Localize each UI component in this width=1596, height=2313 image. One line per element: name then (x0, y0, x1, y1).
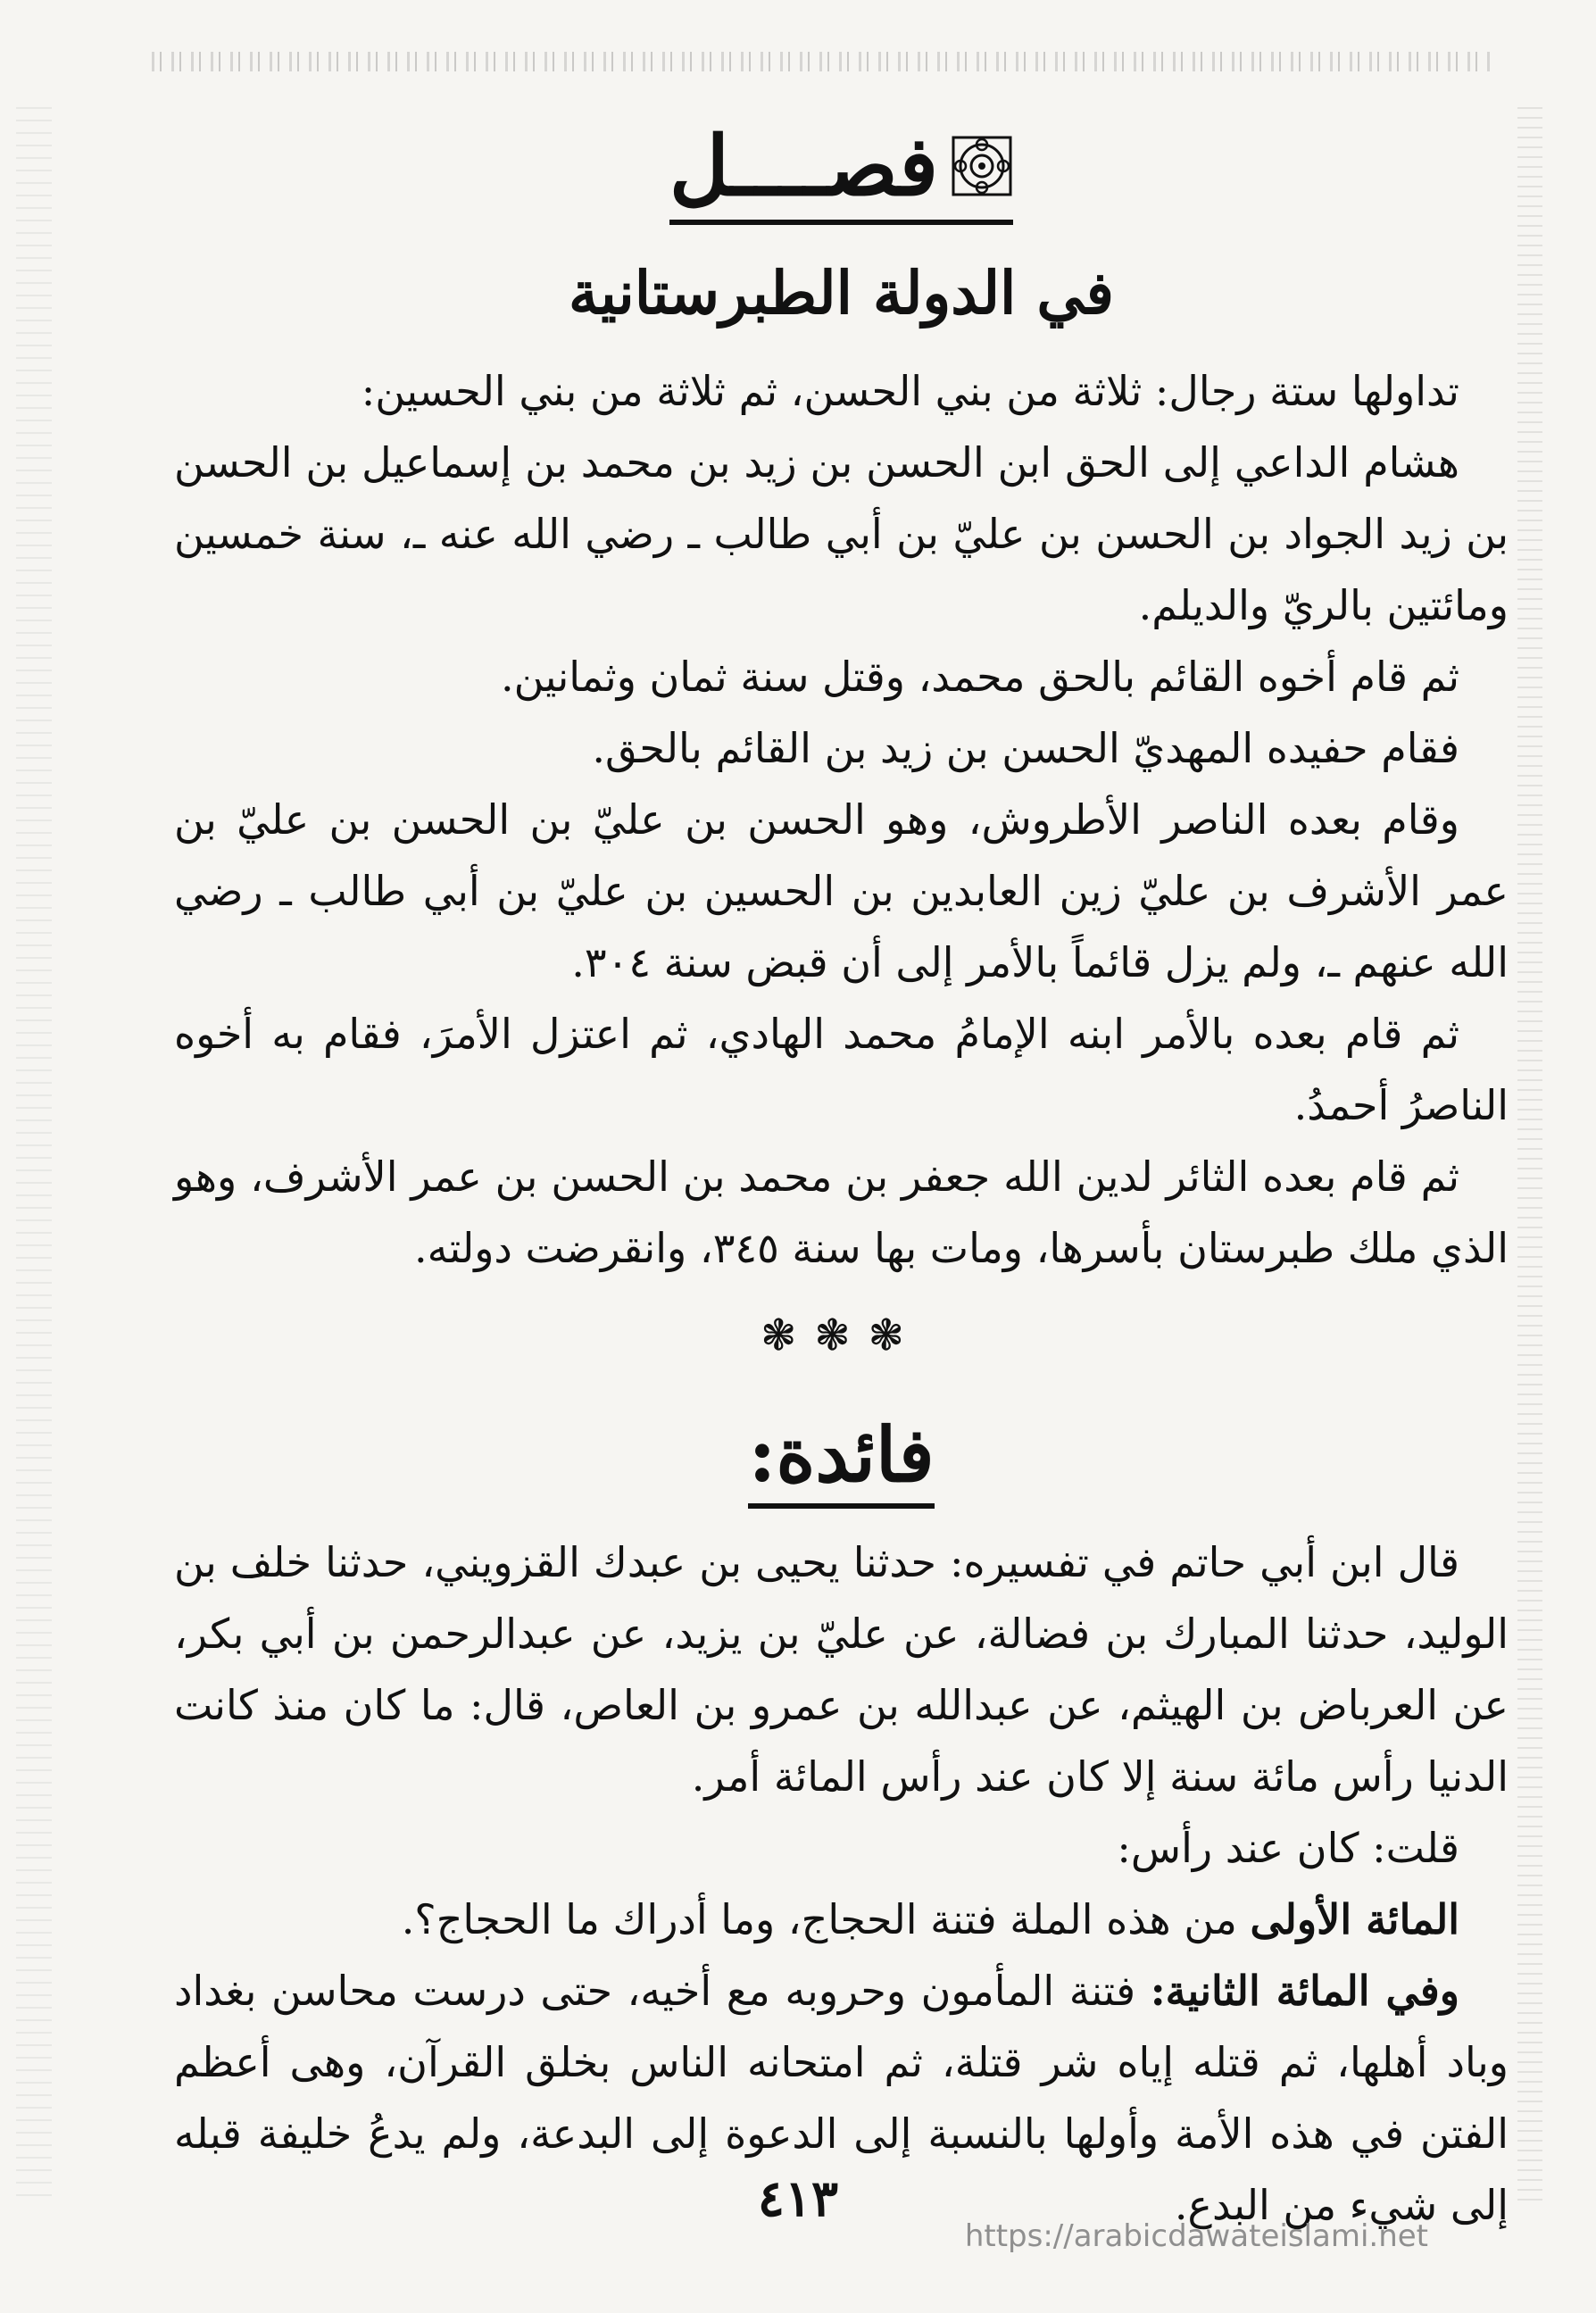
century-two-text: فتنة المأمون وحروبه مع أخيه، حتى درست محاسن بغداد وباد أهلها، ثم قتله إياه شر قتلة، ثم امتحانه الناس بخلق القرآن، وهى أعظم الفتن في هذه الأمة وأولها بالنسبة إلى الدعوة إلى البدعة، ولم يدعُ خليفة قبله إلى شيء من البدع. (174, 1967, 1509, 2230)
century-one-label: المائة الأولى (1250, 1895, 1459, 1944)
paragraph: قال ابن أبي حاتم في تفسيره: حدثنا يحيى بن عبدك القزويني، حدثنا خلف بن الوليد، حدثنا المبارك بن فضالة، عن عليّ بن يزيد، عن عبدالرحمن بن أبي بكر، عن العرباض بن الهيثم، عن عبدالله بن عمرو بن العاص، قال: ما كان منذ كانت الدنيا رأس مائة سنة إلا كان عند رأس المائة أمر. (174, 1538, 1509, 1801)
paragraph: فقام حفيده المهديّ الحسن بن زيد بن القائم بالحق. (592, 723, 1459, 772)
scan-noise-right (1517, 107, 1542, 2205)
chapter-heading (174, 118, 1509, 225)
section-tabaristan (174, 355, 1509, 1284)
page-number: ٤١٣ (757, 2169, 839, 2228)
chapter-subtitle: في الدولة الطبرستانية (569, 258, 1114, 328)
arabesque-ornament-icon (951, 135, 1013, 197)
paragraph: وقام بعده الناصر الأطروش، وهو الحسن بن عليّ بن الحسن بن عليّ بن عمر الأشرف بن عليّ زين العابدين بن الحسين بن عليّ بن أبي طالب ـ رضي الله عنهم ـ، ولم يزل قائماً بالأمر إلى أن قبض سنة ٣٠٤. (174, 795, 1509, 986)
paragraph: قلت: كان عند رأس: (1117, 1824, 1459, 1873)
scan-noise-top (152, 52, 1491, 71)
benefit-heading (174, 1410, 1509, 1509)
section-benefit (174, 1527, 1509, 2241)
chapter-word: فصــــل (669, 118, 939, 214)
page-content (174, 107, 1509, 2241)
century-one-text: من هذه الملة فتنة الحجاج، وما أدراك ما الحجاج؟. (401, 1895, 1251, 1944)
scan-noise-left (16, 107, 52, 2205)
paragraph: ثم قام أخوه القائم بالحق محمد، وقتل سنة ثمان وثمانين. (500, 652, 1459, 701)
paragraph: ثم قام بعده الثائر لدين الله جعفر بن محمد بن الحسن بن عمر الأشرف، وهو الذي ملك طبرستان بأسرها، ومات بها سنة ٣٤٥، وانقرضت دولته. (174, 1152, 1509, 1272)
chapter-heading-underlined (669, 118, 1013, 225)
paragraph: ثم قام بعده بالأمر ابنه الإمامُ محمد الهادي، ثم اعتزل الأمرَ، فقام به أخوه الناصرُ أحمدُ. (174, 1009, 1509, 1129)
paragraph-century-one (174, 1884, 1509, 1955)
paragraph: تداولها ستة رجال: ثلاثة من بني الحسن، ثم ثلاثة من بني الحسين: (361, 366, 1459, 415)
century-two-label: وفي المائة الثانية: (1150, 1967, 1460, 2016)
source-watermark: https://arabicdawateislami.net (964, 2218, 1428, 2254)
section-divider-ornament: ❃❃❃ (761, 1310, 922, 1360)
paragraph: هشام الداعي إلى الحق ابن الحسن بن زيد بن محمد بن إسماعيل بن الحسن بن زيد الجواد بن الحسن بن عليّ بن أبي طالب ـ رضي الله عنه ـ، سنة خمسين ومائتين بالريّ والديلم. (174, 437, 1509, 629)
benefit-title: فائدة: (748, 1414, 934, 1509)
